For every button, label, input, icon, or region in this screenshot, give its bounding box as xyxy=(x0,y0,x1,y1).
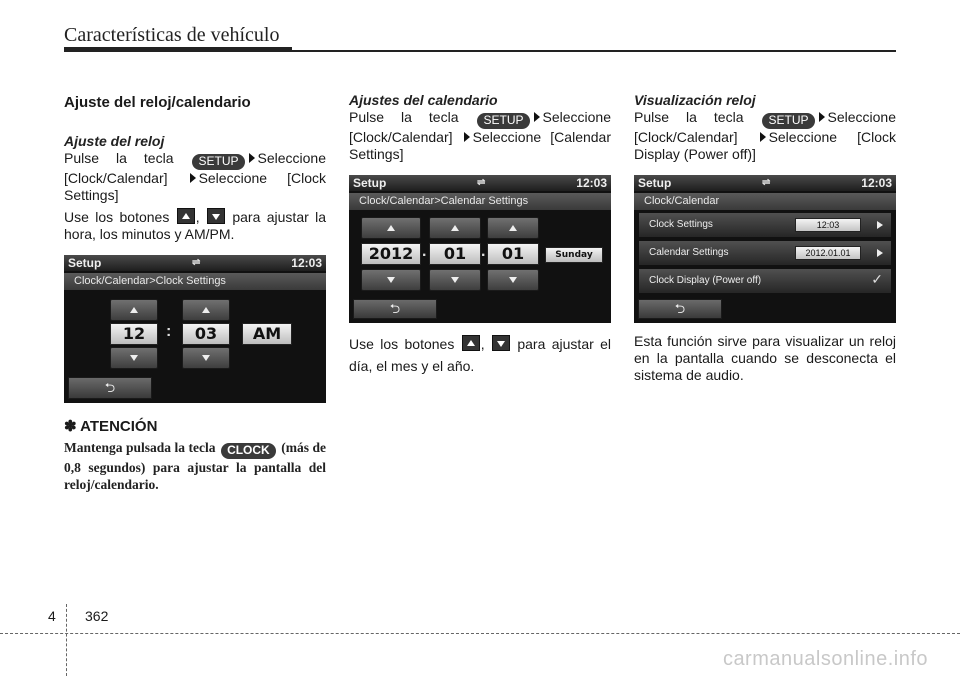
usb-icon: ⇌ xyxy=(192,257,201,268)
display-description: Esta función sirve para visualizar un reloj en la pantalla cuando se desconecta el sistema de audio. xyxy=(634,333,896,383)
screen-status-bar: Setup ⇌ 12:03 xyxy=(64,255,326,271)
sub-title-calendar: Ajustes del calendario xyxy=(349,92,498,108)
column-clock-settings xyxy=(64,92,326,493)
watermark: carmanualsonline.info xyxy=(722,648,928,670)
back-button[interactable]: ⮌ xyxy=(638,299,722,319)
instruction-buttons-clock: Use los botones , para ajustar la hora, los minutos y AM/PM. xyxy=(64,209,327,242)
screen-status-bar: Setup ⇌ 12:03 xyxy=(349,175,611,191)
instruction-clock: Pulse la tecla SETUP Seleccione [Clock/Calendar] Seleccione [Clock Settings] xyxy=(64,150,327,203)
date-separator: . xyxy=(422,243,427,260)
time-separator: : xyxy=(166,323,172,340)
arrow-right-icon xyxy=(760,132,766,142)
arrow-right-icon xyxy=(464,132,470,142)
minute-up-button[interactable] xyxy=(182,299,230,321)
clock-display-screen xyxy=(634,175,896,323)
arrow-right-icon xyxy=(819,112,825,122)
hour-up-button[interactable] xyxy=(110,299,158,321)
screen-breadcrumb: Clock/Calendar xyxy=(634,193,896,210)
sub-title-clock: Ajuste del reloj xyxy=(64,133,165,149)
setup-key-icon: SETUP xyxy=(192,154,244,170)
chevron-right-icon xyxy=(877,249,883,257)
clock-display-row[interactable]: Clock Display (Power off) ✓ xyxy=(638,268,892,294)
footer-rule xyxy=(0,633,960,634)
column-clock-display xyxy=(634,92,896,384)
down-arrow-icon xyxy=(492,335,510,351)
screen-status-bar: Setup ⇌ 12:03 xyxy=(634,175,896,191)
month-down-button[interactable] xyxy=(429,269,481,291)
section-title: Ajuste del reloj/calendario xyxy=(64,94,251,111)
page-number: 362 xyxy=(85,608,109,624)
instruction-display: Pulse la tecla SETUP Seleccione [Clock/Calendar] Seleccione [Clock Display (Power off)] xyxy=(634,109,897,162)
minute-value: 03 xyxy=(182,323,230,345)
setup-key-icon: SETUP xyxy=(762,113,814,129)
date-separator: . xyxy=(481,243,486,260)
weekday-value: Sunday xyxy=(545,247,603,263)
usb-icon: ⇌ xyxy=(762,177,771,188)
month-up-button[interactable] xyxy=(429,217,481,239)
year-down-button[interactable] xyxy=(361,269,421,291)
month-value: 01 xyxy=(429,243,481,265)
up-arrow-icon xyxy=(462,335,480,351)
hour-down-button[interactable] xyxy=(110,347,158,369)
clock-settings-row[interactable]: Clock Settings 12:03 xyxy=(638,212,892,238)
calendar-settings-row[interactable]: Calendar Settings 2012.01.01 xyxy=(638,240,892,266)
day-up-button[interactable] xyxy=(487,217,539,239)
clock-key-icon: CLOCK xyxy=(221,443,276,459)
back-button[interactable]: ⮌ xyxy=(353,299,437,319)
ampm-value[interactable]: AM xyxy=(242,323,292,345)
minute-down-button[interactable] xyxy=(182,347,230,369)
calendar-settings-screen xyxy=(349,175,611,323)
header-rule-thick xyxy=(64,47,292,52)
year-value: 2012 xyxy=(361,243,421,265)
section-number: 4 xyxy=(48,608,56,624)
checkmark-icon: ✓ xyxy=(871,271,883,287)
day-value: 01 xyxy=(487,243,539,265)
setup-key-icon: SETUP xyxy=(477,113,529,129)
screen-breadcrumb: Clock/Calendar>Calendar Settings xyxy=(349,193,611,210)
instruction-calendar: Pulse la tecla SETUP Seleccione [Clock/Calendar] Seleccione [Calendar Settings] xyxy=(349,109,611,162)
day-down-button[interactable] xyxy=(487,269,539,291)
header-rule-thin xyxy=(292,50,896,52)
hour-value: 12 xyxy=(110,323,158,345)
screen-breadcrumb: Clock/Calendar>Clock Settings xyxy=(64,273,326,290)
arrow-right-icon xyxy=(190,173,196,183)
footer-divider xyxy=(66,604,67,676)
notice-text: Mantenga pulsada la tecla CLOCK (más de 0,8 segundos) para ajustar la pantalla del reloj/calendario. xyxy=(64,440,327,492)
year-up-button[interactable] xyxy=(361,217,421,239)
up-arrow-icon xyxy=(177,208,195,224)
column-calendar-settings xyxy=(349,92,611,377)
notice-title: ✽ ATENCIÓN xyxy=(64,418,158,435)
usb-icon: ⇌ xyxy=(477,177,486,188)
down-arrow-icon xyxy=(207,208,225,224)
header-title: Características de vehículo xyxy=(64,24,280,46)
arrow-right-icon xyxy=(534,112,540,122)
sub-title-display: Visualización reloj xyxy=(634,92,756,108)
clock-settings-screen xyxy=(64,255,326,403)
back-button[interactable]: ⮌ xyxy=(68,377,152,399)
instruction-buttons-calendar: Use los botones , para ajustar el día, el mes y el año. xyxy=(349,336,612,374)
arrow-right-icon xyxy=(249,153,255,163)
chevron-right-icon xyxy=(877,221,883,229)
